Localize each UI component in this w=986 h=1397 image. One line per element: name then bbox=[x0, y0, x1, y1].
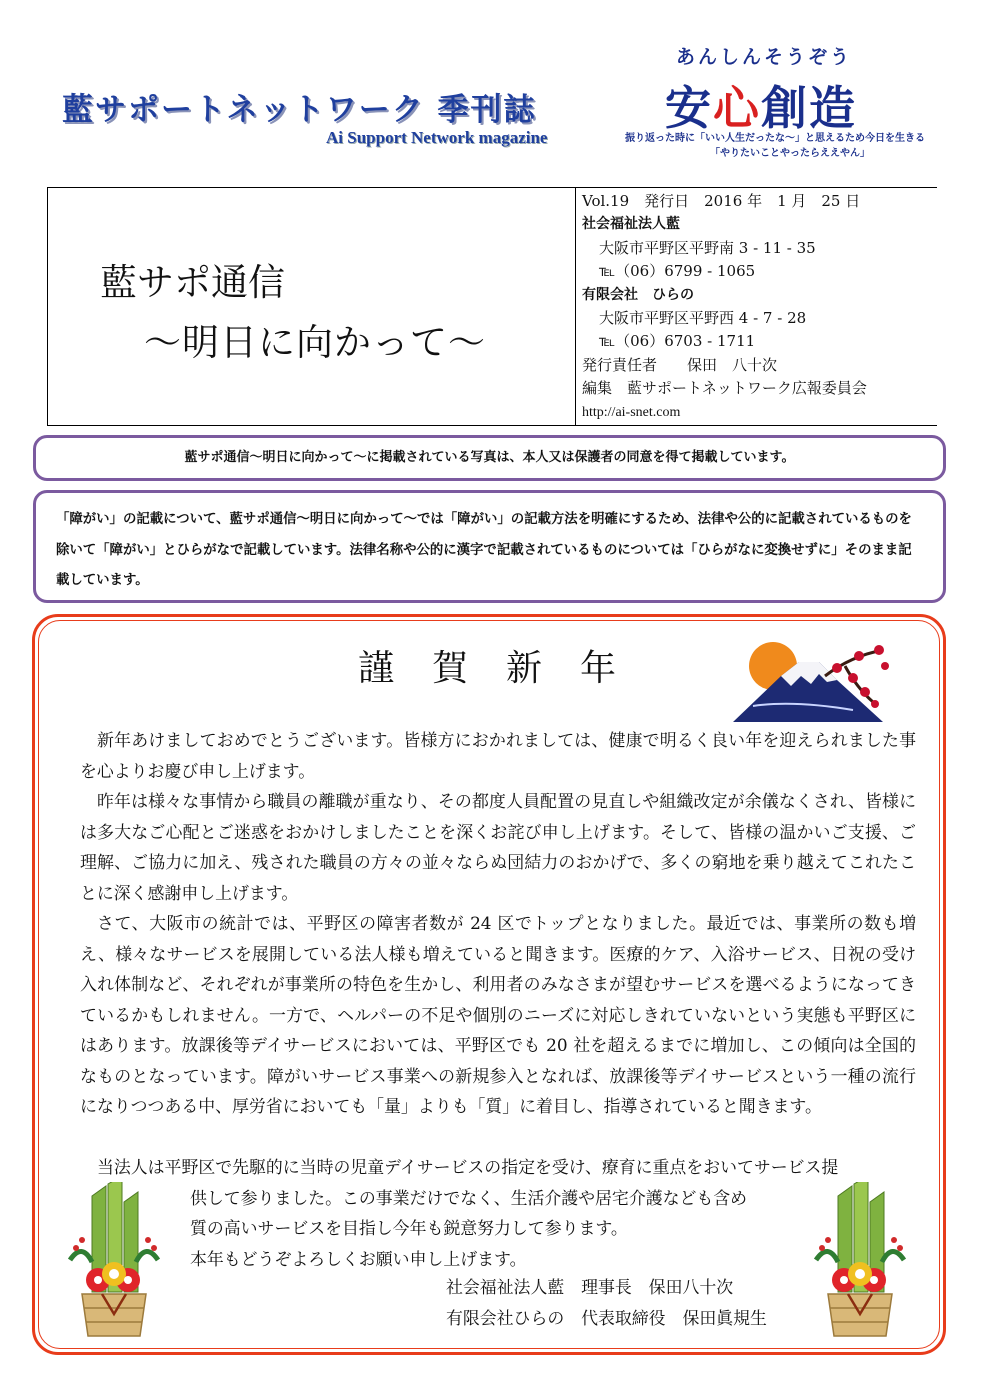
masthead-bottom-rule bbox=[47, 425, 937, 426]
masthead-divider bbox=[575, 187, 576, 425]
publisher: 発行責任者 保田 八十次 bbox=[582, 355, 778, 374]
mount-fuji-sunrise-icon bbox=[733, 636, 895, 724]
logo-char-2: 心 bbox=[713, 81, 761, 135]
org2-name: 有限会社 ひらの bbox=[582, 286, 694, 303]
kadomatsu-right-icon bbox=[808, 1182, 912, 1340]
kadomatsu-left-icon bbox=[62, 1182, 166, 1340]
paragraph-4-line-1: 当法人は平野区で先駆的に当時の児童デイサービスの指定を受け、療育に重点をおいてサービス提 bbox=[97, 1157, 839, 1177]
org2-tel: ℡（06）6703 - 1711 bbox=[599, 332, 756, 351]
editor: 編集 藍サポートネットワーク広報委員会 bbox=[582, 379, 867, 398]
issue-line: Vol.19 発行日 2016 年 1 月 25 日 bbox=[582, 192, 861, 210]
magazine-title: 藍サポートネットワーク 季刊誌 bbox=[62, 92, 537, 128]
paragraph-4-line-3: 質の高いサービスを目指し今年も鋭意努力して参ります。 bbox=[190, 1218, 628, 1238]
magazine-subtitle: Ai Support Network magazine bbox=[326, 128, 548, 147]
greeting-paragraph-4 bbox=[80, 1152, 910, 1274]
publication-info bbox=[582, 190, 867, 424]
logo-ruby: あんしんそうぞう bbox=[676, 46, 853, 68]
logo-tagline-2: 「やりたいことやったらええやん」 bbox=[710, 148, 870, 159]
newsletter-title: 藍サポ通信 bbox=[100, 261, 285, 304]
org1-tel: ℡（06）6799 - 1065 bbox=[599, 262, 756, 281]
logo-tagline-1: 振り返った時に「いい人生だったな～」と思えるため今日を生きる bbox=[625, 133, 925, 144]
greeting-paragraph-2: 昨年は様々な事情から職員の離職が重なり、その都度人員配置の見直しや組織改定が余儀なくされ、皆様には多大なご心配とご迷惑をおかけしましたことを深くお詫び申し上げます。そして、皆様の温かいご支援、ご理解、ご協力に加え、残された職員の方々の並々ならぬ団結力のおかげで、多くの窮地を乗り越えてこれたことに深く感謝申し上げます。 bbox=[80, 791, 916, 903]
signature-chairman: 社会福祉法人藍 理事長 保田八十次 bbox=[446, 1277, 734, 1297]
kana-policy-notice: 「障がい」の記載について、藍サポ通信～明日に向かって～では「障がい」の記載方法を明確にするため、法律や公的に記載されているものを除いて「障がい」とひらがなで記載しています。法律名称や公的に漢字で記載されているものについては「ひらがなに変換せずに」そのまま記載しています。 bbox=[33, 490, 946, 603]
org1-name: 社会福祉法人藍 bbox=[582, 216, 680, 233]
greeting-paragraph-1: 新年あけましておめでとうございます。皆様方におかれましては、健康で明るく良い年を迎えられました事を心よりお慶び申し上げます。 bbox=[80, 730, 916, 781]
logo-char-1: 安 bbox=[665, 81, 713, 135]
paragraph-4-line-2: 供して参りました。この事業だけでなく、生活介護や居宅介護なども含め bbox=[190, 1187, 748, 1208]
signature-representative: 有限会社ひらの 代表取締役 保田眞規生 bbox=[446, 1308, 767, 1328]
logo-char-3: 創造 bbox=[761, 81, 857, 135]
website-link[interactable]: http://ai-snet.com bbox=[582, 404, 681, 420]
masthead-left-rule bbox=[47, 187, 48, 425]
org1-address: 大阪市平野区平野南 3 - 11 - 35 bbox=[599, 238, 816, 257]
masthead-top-rule bbox=[47, 187, 937, 188]
org2-address: 大阪市平野区平野西 4 - 7 - 28 bbox=[599, 309, 807, 328]
newsletter-subtitle: ～明日に向かって～ bbox=[144, 321, 486, 364]
new-year-heading: 謹賀新年 bbox=[358, 648, 655, 689]
greeting-paragraph-3: さて、大阪市の統計では、平野区の障害者数が 24 区でトップとなりました。最近では、事業所の数も増え、様々なサービスを展開している法人様も増えていると聞きます。医療的ケア、入浴サービス、日祝の受け入れ体制など、それぞれが事業所の特色を生かし、利用者のみなさまが望むサービスを選べるようになってきているかもしれません。一方で、ヘルパーの不足や個別のニーズに対応しきれていないという実態も平野区にはあります。放課後等デイサービスにおいては、平野区でも 20 社を超えるまでに増加し、この傾向は全国的なものとなっています。障がいサービス事業への新規参入となれば、放課後等デイサービスという一種の流行になりつつある中、厚労省においても「量」よりも「質」に着目し、指導されていると聞きます。 bbox=[80, 913, 916, 1116]
photo-consent-notice: 藍サポ通信～明日に向かって～に掲載されている写真は、本人又は保護者の同意を得て掲載しています。 bbox=[33, 435, 946, 481]
paragraph-4-line-4: 本年もどうぞよろしくお願い申し上げます。 bbox=[190, 1248, 527, 1269]
